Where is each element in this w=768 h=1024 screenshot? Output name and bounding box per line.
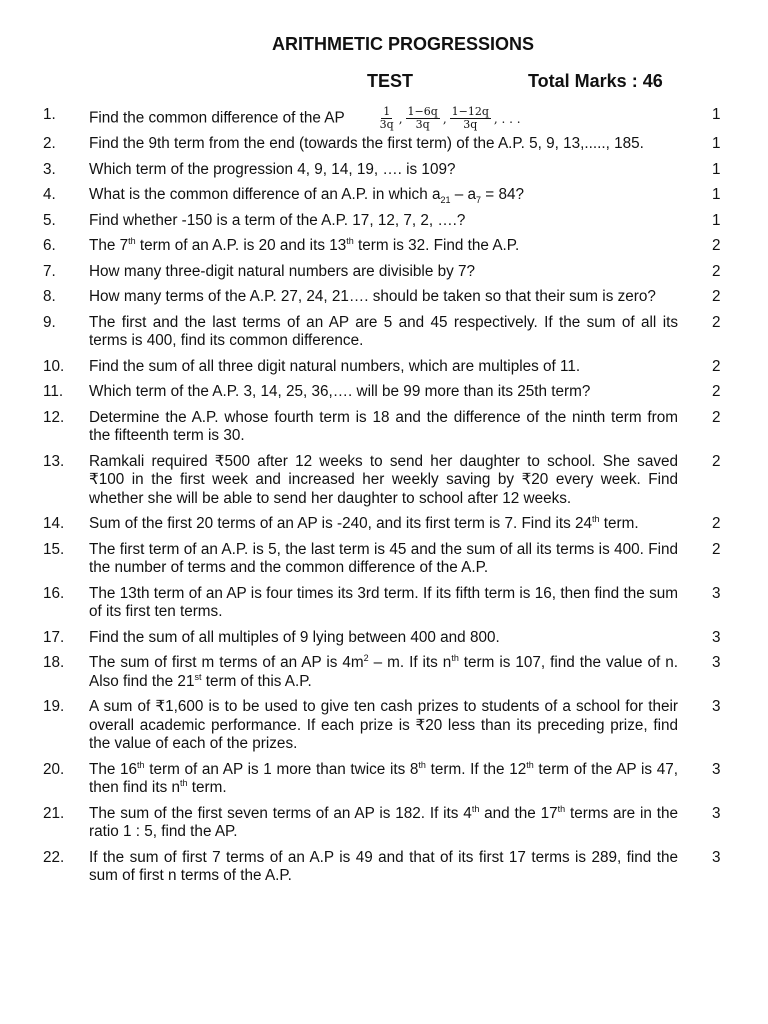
question-17 [0, 629, 768, 648]
question-13 [0, 453, 768, 509]
question-text: Find the 9th term from the end (towards the first term) of the A.P. 5, 9, 13,....., 185. [89, 135, 644, 152]
question-marks: 3 [712, 628, 721, 646]
question-marks: 2 [712, 313, 721, 331]
question-number: 19. [43, 698, 65, 715]
question-4 [0, 186, 768, 205]
question-marks: 3 [712, 760, 721, 778]
question-number: 6. [43, 237, 56, 254]
question-19 [0, 698, 768, 754]
question-number: 14. [43, 515, 65, 532]
question-2 [0, 135, 768, 154]
question-marks: 1 [712, 106, 721, 123]
fraction-term-2: $\frac{1-6q}{3q}$ [407, 105, 438, 131]
question-marks: 2 [712, 515, 721, 532]
total-marks: Total Marks : 46 [528, 71, 663, 91]
question-text: Find the sum of all three digit natural numbers, which are multiples of 11. [89, 357, 581, 375]
question-number: 3. [43, 160, 56, 178]
question-marks: 2 [712, 288, 721, 305]
question-text: The 16th term of an AP is 1 more than twice its 8th term. If the 12th term of the AP is 47, then find its $n^{th}$ term. [89, 759, 679, 796]
question-marks: 3 [712, 848, 721, 866]
question-marks: 3 [712, 584, 721, 602]
question-text: How many terms of the A.P. 27, 24, 21…. should be taken so that their sum is zero? [89, 288, 656, 305]
fraction-term-3: $\frac{1-12q}{3q}$ [451, 105, 489, 131]
question-text: Which term of the A.P. 3, 14, 25, 36,…. will be 99 more than its 25th term? [89, 383, 591, 400]
question-text: The first and the last terms of an AP are 5 and 45 respectively. If the sum of all its terms is 400, find its common difference. [89, 313, 678, 349]
question-marks: 2 [712, 262, 721, 280]
question-text: The sum of first m terms of an AP is $4m^2$ – m. If its $n^{th}$ term is 107, find the value of n. Also find the 21st term of this A.P. [89, 652, 678, 690]
question-15 [0, 541, 768, 578]
question-number: 20. [43, 760, 65, 778]
question-text: Determine the A.P. whose fourth term is 18 and the difference of the ninth term from the fifteenth term is 30. [89, 408, 678, 444]
question-number: 16. [43, 584, 65, 602]
question-text: Sum of the first 20 terms of an AP is -240, and its first term is 7. Find its 24th term. [89, 513, 639, 532]
question-7 [0, 263, 768, 282]
question-text: The sum of the first seven terms of an AP is 182. If its 4th and the 17th terms are in the ratio 1 : 5, find the AP. [89, 803, 678, 840]
question-number: 13. [43, 452, 65, 470]
question-marks: 3 [712, 698, 721, 715]
question-list [0, 106, 768, 893]
question-6 [0, 237, 768, 256]
question-marks: 2 [712, 540, 721, 558]
question-marks: 1 [712, 186, 721, 203]
question-number: 11. [43, 383, 64, 400]
question-marks: 1 [712, 211, 721, 229]
question-number: 2. [43, 135, 56, 152]
question-3 [0, 161, 768, 180]
test-label: TEST [367, 71, 414, 91]
question-22 [0, 849, 768, 886]
question-number: 5. [43, 211, 56, 229]
question-marks: 2 [712, 383, 721, 400]
question-number: 17. [43, 628, 65, 646]
question-number: 18. [43, 654, 65, 671]
question-number: 1. [43, 106, 56, 123]
question-number: 15. [43, 540, 65, 558]
question-marks: 2 [712, 452, 721, 470]
question-marks: 1 [712, 160, 721, 178]
question-1 [0, 106, 768, 131]
question-text: Which term of the progression 4, 9, 14, 19, …. is 109? [89, 160, 456, 178]
question-11 [0, 383, 768, 402]
question-text: How many three-digit natural numbers are divisible by 7? [89, 262, 476, 280]
question-number: 7. [43, 262, 56, 280]
question-number: 22. [43, 848, 65, 866]
question-20 [0, 761, 768, 798]
fraction-term-1: $\frac{1}{3q}$ [379, 105, 394, 131]
question-number: 9. [43, 313, 56, 331]
question-5 [0, 212, 768, 231]
question-8 [0, 288, 768, 307]
question-9 [0, 314, 768, 351]
question-18 [0, 654, 768, 691]
question-text: The 7th term of an A.P. is 20 and its 13th term is 32. Find the A.P. [89, 235, 520, 254]
question-marks: 1 [712, 135, 721, 152]
question-21 [0, 805, 768, 842]
question-14 [0, 515, 768, 534]
question-16 [0, 585, 768, 622]
page-title: ARITHMETIC PROGRESSIONS [271, 34, 535, 54]
question-number: 4. [43, 186, 56, 203]
question-marks: 2 [712, 408, 721, 426]
question-text: Ramkali required ₹500 after 12 weeks to send her daughter to school. She saved ₹100 in the first week and increased her weekly saving by ₹20 every week. Find whether she will be able to send her daughter to school after 12 weeks. [89, 452, 678, 507]
question-number: 12. [43, 408, 65, 426]
question-12 [0, 409, 768, 446]
question-number: 10. [43, 357, 65, 375]
question-number: 8. [43, 288, 56, 305]
question-text: Find whether -150 is a term of the A.P. 17, 12, 7, 2, ….? [89, 211, 466, 229]
question-text: Find the sum of all multiples of 9 lying between 400 and 800. [89, 628, 500, 646]
question-10 [0, 358, 768, 377]
question-text: The first term of an A.P. is 5, the last term is 45 and the sum of all its terms is 400. Find the number of terms and the common difference of the A.P. [89, 540, 678, 576]
question-number: 21. [43, 804, 65, 822]
question-marks: 2 [712, 357, 721, 375]
question-text: What is the common difference of an A.P. in which $a_{21} - a_7 = 84$? [89, 186, 524, 206]
question-marks: 3 [712, 654, 721, 671]
question-text: A sum of ₹1,600 is to be used to give ten cash prizes to students of a school for their overall academic performance. If each prize is ₹20 less than its preceding prize, find the value of each of the prizes. [89, 698, 678, 752]
question-marks: 3 [712, 804, 721, 822]
question-text: Find the common difference of the AP $\frac{1}{3q}$ , $\frac{1-6q}{3q}$ , $\frac{1-12q}{3q}$ , . . . [89, 105, 521, 131]
question-marks: 2 [712, 237, 721, 254]
question-text: The 13th term of an AP is four times its 3rd term. If its fifth term is 16, then find the sum of its first ten terms. [89, 584, 678, 620]
question-text: If the sum of first 7 terms of an A.P is 49 and that of its first 17 terms is 289, find the sum of first n terms of the A.P. [89, 848, 678, 884]
